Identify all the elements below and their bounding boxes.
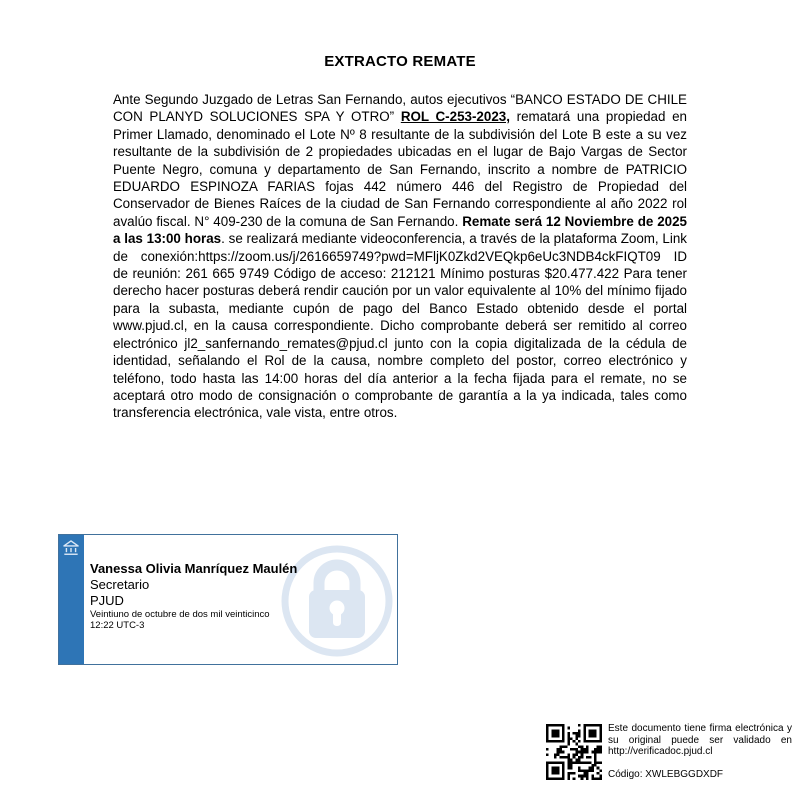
signer-role: Secretario xyxy=(90,577,150,592)
document-title: EXTRACTO REMATE xyxy=(324,53,476,70)
signature-sidebar xyxy=(59,535,84,664)
signature-time: 12:22 UTC-3 xyxy=(90,620,145,631)
qr-code-icon xyxy=(546,724,602,780)
signer-organization: PJUD xyxy=(90,593,124,608)
signature-stamp xyxy=(58,534,398,665)
signature-date: Veintiuno de octubre de dos mil veinticinco xyxy=(90,609,270,620)
body-paragraph: Ante Segundo Juzgado de Letras San Fernando, autos ejecutivos “BANCO ESTADO DE CHILE CON PLANYD SOLUCIONES SPA Y OTRO” ROL C-253-2023, rematará una propiedad en Primer Llamado, denominado el Lote Nº 8 resultante de la subdivisión del Lote B este a su vez resultante de la subdivisión de 2 propiedades ubicadas en el lugar de Bajo Vargas de Sector Puente Negro, comuna y departamento de San Fernando, inscrito a nombre de PATRICIO EDUARDO ESPINOZA FARIAS fojas 442 número 446 del Registro de Propiedad del Conservador de Bienes Raíces de la ciudad de San Fernando correspondiente al año 2022 rol avalúo fiscal. N° 409-230 de la comuna de San Fernando. Remate será 12 Noviembre de 2025 a las 13:00 horas. se realizará mediante videoconferencia, a través de la plataforma Zoom, Link de conexión:https://zoom.us/j/2616659749?​pwd=MFljK0Zkd2VEQkp6eUc3NDB4ckFIQT09 ID de reunión: 261 665 9749 Código de acceso: 212121 Mínimo posturas $20.477.422 Para tener derecho hacer posturas deberá rendir caución por un valor equivalente al 10% del mínimo fijado para la subasta, mediante cupón de pago del Banco Estado obtenido desde el portal www.pjud.cl, en la causa correspondiente. Dicho comprobante deberá ser remitido al correo electrónico jl2_sanfernando_remates@pjud.cl junto con la copia digitalizada de la cédula de identidad, señalando el Rol de la causa, nombre completo del postor, correo electrónico y teléfono, todo hasta las 14:00 horas del día anterior a la fecha fijada para el remate, no se aceptará otro modo de consignación o comprobante de garantía a la ya indicada, tales como transferencia electrónica, vale vista, entre otros. xyxy=(113,92,688,421)
signature-details xyxy=(90,561,370,631)
bank-building-icon xyxy=(61,538,81,558)
verification-text: Este documento tiene firma electrónica y su original puede ser validado en http://verificadoc.pjud.cl xyxy=(608,723,792,757)
verification-code: Código: XWLEBGGDXDF xyxy=(608,769,724,780)
verification-block xyxy=(546,722,794,782)
signer-name: Vanessa Olivia Manríquez Maulén xyxy=(90,561,298,576)
